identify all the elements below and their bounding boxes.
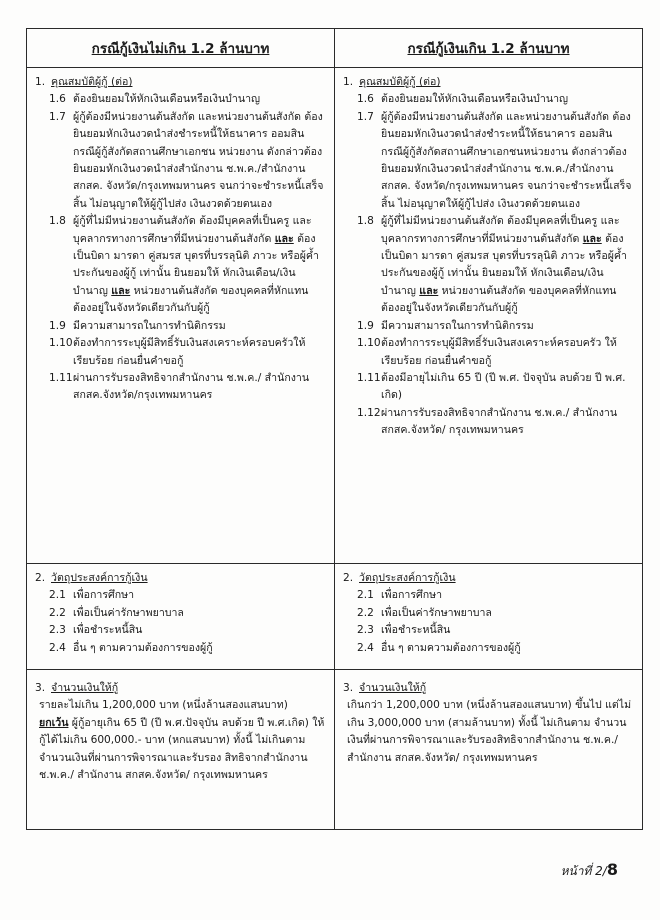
list-item: 1.11 ต้องมีอายุไม่เกิน 65 ปี (ปี พ.ศ. ปัจจุบัน ลบด้วย ปี พ.ศ. เกิด) <box>357 371 626 402</box>
list-item: 2.1 เพื่อการศึกษา <box>357 589 443 602</box>
section-title: จำนวนเงินให้กู้ <box>359 682 427 694</box>
left-section-purpose: 2. วัตถุประสงค์การกู้เงิน 2.1 เพื่อการศึกษา 2.2 เพื่อเป็นค่ารักษาพยาบาล 2.3 เพื่อชำระหนี้สิน 2.4 อื่น ๆ ตามความต้องการของผู้กู้ <box>27 564 334 663</box>
list-item: 1.11 ผ่านการรับรองสิทธิจากสำนักงาน ช.พ.ค./ สำนักงาน สกสค.จังหวัด/กรุงเทพมหานคร <box>49 371 310 402</box>
left-section-qualifications: 1. คุณสมบัติผู้กู้ (ต่อ) 1.6 ต้องยินยอมให้หักเงินเดือนหรือเงินบำนาญ 1.7 ผู้กู้ต้องมีหน่วยงานต้นสังกัด และหน่วยงานต้นสังกัด ต้องยินยอมหักเงินงวดนำส่งชำระหนี้ให้ธนาคาร ออมสิน กรณีผู้กู้สังกัดสถานศึกษาเอกชน หน่วยงาน ดังกล่าวต้องยินยอมหักเงินงวดนำส่งสำนักงาน ช.พ.ค./สำนักงาน สกสค. จังหวัด/กรุงเทพมหานคร จนกว่าจะชำระหนี้เสร็จสิ้น ไม่อนุญาตให้ผู้กู้ไปส่ง เงินงวดด้วยตนเอง 1.8 ผู้กู้ที่ไม่มีหน่วยงานต้นสังกัด ต้องมีบุคคลที่เป็นครู และบุคลากรทางการศึกษาที่มีหน่วยงานต้นสังกัด และ ต้องเป็นบิดา มารดา คู่สมรส บุตรที่บรรลุนิติ ภาวะ หรือผู้ค้ำประกันของผู้กู้ เท่านั้น ยินยอมให้ หักเงินเดือน/เงินบำนาญ และ หน่วยงานต้นสังกัด ของบุคคลที่หักแทนต้องอยู่ในจังหวัดเดียวกันกับผู้กู้ 1.9 มีความสามารถในการทำนิติกรรม 1.10 ต้องทำการระบุผู้มีสิทธิ์รับเงินสงเคราะห์ครอบครัวให้ เรียบร้อย ก่อนยื่นคำขอกู้ 1.11 ผ่านการรับรองสิทธิจากสำนักงาน ช.พ.ค./ สำนักงาน สกสค.จังหวัด/กรุงเทพมหานคร <box>27 68 334 411</box>
list-item: 1.6 ต้องยินยอมให้หักเงินเดือนหรือเงินบำนาญ <box>49 93 261 106</box>
amount-text: เกินกว่า 1,200,000 บาท (หนึ่งล้านสองแสนบาท) ขึ้นไป แต่ไม่เกิน 3,000,000 บาท (สามล้านบาท) ทั้งนี้ ไม่เกินตาม จำนวนเงินที่ผ่านการพิจารณาและรับรองสิทธิจากสำนักงาน ช.พ.ค./ สำนักงาน สกสค.จังหวัด/ กรุงเทพมหานคร <box>347 699 632 764</box>
list-item: 2.1 เพื่อการศึกษา <box>49 589 135 602</box>
amount-exception: ยกเว้น ผู้กู้อายุเกิน 65 ปี (ปี พ.ศ.ปัจจุบัน ลบด้วย ปี พ.ศ.เกิด) ให้กู้ได้ไม่เกิน 600,000.- บาท (หกแสนบาท) ทั้งนี้ ไม่เกินตามจำนวนเงินที่ผ่านการพิจารณาและรับรอง สิทธิจากสำนักงาน ช.พ.ค./ สำนักงาน สกสค.จังหวัด/ กรุงเทพมหานคร <box>39 716 325 782</box>
list-item: 1.7 ผู้กู้ต้องมีหน่วยงานต้นสังกัด และหน่วยงานต้นสังกัด ต้องยินยอมหักเงินงวดนำส่งชำระหนี้ให้ธนาคาร ออมสิน กรณีผู้กู้สังกัดสถานศึกษาเอกชน หน่วยงาน ดังกล่าวต้องยินยอมหักเงินงวดนำส่งสำนักงาน ช.พ.ค./สำนักงาน สกสค. จังหวัด/กรุงเทพมหานคร จนกว่าจะชำระหนี้เสร็จสิ้น ไม่อนุญาตให้ผู้กู้ไปส่ง เงินงวดด้วยตนเอง <box>49 110 324 210</box>
list-item: 1.7 ผู้กู้ต้องมีหน่วยงานต้นสังกัด และหน่วยงานต้นสังกัด ต้องยินยอมหักเงินงวดนำส่งชำระหนี้ให้ธนาคาร ออมสิน กรณีผู้กู้สังกัดสถานศึกษาเอกชนหน่วยงาน ดังกล่าวต้องยินยอมหักเงินงวดนำส่งสำนักงาน ช.พ.ค./สำนักงาน สกสค. จังหวัด/กรุงเทพมหานคร จนกว่าจะชำระหนี้เสร็จสิ้น ไม่อนุญาตให้ผู้กู้ไปส่ง เงินงวดด้วยตนเอง <box>357 110 632 210</box>
right-section-purpose: 2. วัตถุประสงค์การกู้เงิน 2.1 เพื่อการศึกษา 2.2 เพื่อเป็นค่ารักษาพยาบาล 2.3 เพื่อชำระหนี้สิน 2.4 อื่น ๆ ตามความต้องการของผู้กู้ <box>335 564 642 663</box>
page-number: หน้าที่ 2/8 <box>560 860 618 879</box>
left-section-amount: 3. จำนวนเงินให้กู้ รายละไม่เกิน 1,200,000 บาท (หนึ่งล้านสองแสนบาท) ยกเว้น ผู้กู้อายุเกิน 65 ปี (ปี พ.ศ.ปัจจุบัน ลบด้วย ปี พ.ศ.เกิด) ให้กู้ได้ไม่เกิน 600,000.- บาท (หกแสนบาท) ทั้งนี้ ไม่เกินตามจำนวนเงินที่ผ่านการพิจารณาและรับรอง สิทธิจากสำนักงาน ช.พ.ค./ สำนักงาน สกสค.จังหวัด/ กรุงเทพมหานคร <box>27 670 334 790</box>
section-title: จำนวนเงินให้กู้ <box>51 682 119 694</box>
list-item: 2.2 เพื่อเป็นค่ารักษาพยาบาล <box>49 606 184 619</box>
list-item: 1.9 มีความสามารถในการทำนิติกรรม <box>49 319 226 332</box>
section-title: วัตถุประสงค์การกู้เงิน <box>51 572 148 584</box>
list-item: 2.3 เพื่อชำระหนี้สิน <box>49 624 143 637</box>
list-item: 1.12 ผ่านการรับรองสิทธิจากสำนักงาน ช.พ.ค./ สำนักงาน สกสค.จังหวัด/ กรุงเทพมหานคร <box>357 406 618 437</box>
section-title: คุณสมบัติผู้กู้ (ต่อ) <box>51 76 133 88</box>
section-title: วัตถุประสงค์การกู้เงิน <box>359 572 456 584</box>
section-title: คุณสมบัติผู้กู้ (ต่อ) <box>359 76 441 88</box>
right-section-amount: 3. จำนวนเงินให้กู้ เกินกว่า 1,200,000 บาท (หนึ่งล้านสองแสนบาท) ขึ้นไป แต่ไม่เกิน 3,000,000 บาท (สามล้านบาท) ทั้งนี้ ไม่เกินตาม จำนวนเงินที่ผ่านการพิจารณาและรับรองสิทธิจากสำนักงาน ช.พ.ค./ สำนักงาน สกสค.จังหวัด/ กรุงเทพมหานคร <box>335 670 642 773</box>
list-item: 2.4 อื่น ๆ ตามความต้องการของผู้กู้ <box>357 641 521 654</box>
list-item: 1.6 ต้องยินยอมให้หักเงินเดือนหรือเงินบำนาญ <box>357 93 569 106</box>
list-item: 1.8 ผู้กู้ที่ไม่มีหน่วยงานต้นสังกัด ต้องมีบุคคลที่เป็นครู และบุคลากรทางการศึกษาที่มีหน่วยงานต้นสังกัด และ ต้องเป็นบิดา มารดา คู่สมรส บุตรที่บรรลุนิติ ภาวะ หรือผู้ค้ำประกันของผู้กู้ เท่านั้น ยินยอมให้ หักเงินเดือน/เงินบำนาญ และ หน่วยงานต้นสังกัด ของบุคคลที่หักแทนต้องอยู่ในจังหวัดเดียวกันกับผู้กู้ <box>49 215 319 315</box>
header-left: กรณีกู้เงินไม่เกิน 1.2 ล้านบาท <box>27 29 335 68</box>
comparison-table <box>26 28 643 830</box>
list-item: 2.4 อื่น ๆ ตามความต้องการของผู้กู้ <box>49 641 213 654</box>
right-section-qualifications: 1. คุณสมบัติผู้กู้ (ต่อ) 1.6 ต้องยินยอมให้หักเงินเดือนหรือเงินบำนาญ 1.7 ผู้กู้ต้องมีหน่วยงานต้นสังกัด และหน่วยงานต้นสังกัด ต้องยินยอมหักเงินงวดนำส่งชำระหนี้ให้ธนาคาร ออมสิน กรณีผู้กู้สังกัดสถานศึกษาเอกชนหน่วยงาน ดังกล่าวต้องยินยอมหักเงินงวดนำส่งสำนักงาน ช.พ.ค./สำนักงาน สกสค. จังหวัด/กรุงเทพมหานคร จนกว่าจะชำระหนี้เสร็จสิ้น ไม่อนุญาตให้ผู้กู้ไปส่ง เงินงวดด้วยตนเอง 1.8 ผู้กู้ที่ไม่มีหน่วยงานต้นสังกัด ต้องมีบุคคลที่เป็นครู และบุคลากรทางการศึกษาที่มีหน่วยงานต้นสังกัด และ ต้องเป็นบิดา มารดา คู่สมรส บุตรที่บรรลุนิติ ภาวะ หรือผู้ค้ำประกันของผู้กู้ เท่านั้น ยินยอมให้ หักเงินเดือน/เงินบำนาญ และ หน่วยงานต้นสังกัด ของบุคคลที่หักแทนต้องอยู่ในจังหวัดเดียวกันกับผู้กู้ 1.9 มีความสามารถในการทำนิติกรรม 1.10 ต้องทำการระบุผู้มีสิทธิ์รับเงินสงเคราะห์ครอบครัว ให้เรียบร้อย ก่อนยื่นคำขอกู้ 1.11 ต้องมีอายุไม่เกิน 65 ปี (ปี พ.ศ. ปัจจุบัน ลบด้วย ปี พ.ศ. เกิด) 1.12 ผ่านการรับรองสิทธิจากสำนักงาน ช.พ.ค./ สำนักงาน สกสค.จังหวัด/ กรุงเทพมหานคร <box>335 68 642 446</box>
list-item: 2.3 เพื่อชำระหนี้สิน <box>357 624 451 637</box>
list-item: 1.9 มีความสามารถในการทำนิติกรรม <box>357 319 534 332</box>
header-right: กรณีกู้เงินเกิน 1.2 ล้านบาท <box>335 29 643 68</box>
list-item: 2.2 เพื่อเป็นค่ารักษาพยาบาล <box>357 606 492 619</box>
list-item: 1.10 ต้องทำการระบุผู้มีสิทธิ์รับเงินสงเคราะห์ครอบครัว ให้เรียบร้อย ก่อนยื่นคำขอกู้ <box>357 337 617 367</box>
amount-line: รายละไม่เกิน 1,200,000 บาท (หนึ่งล้านสองแสนบาท) <box>39 699 288 712</box>
list-item: 1.10 ต้องทำการระบุผู้มีสิทธิ์รับเงินสงเคราะห์ครอบครัวให้ เรียบร้อย ก่อนยื่นคำขอกู้ <box>49 337 306 367</box>
list-item: 1.8 ผู้กู้ที่ไม่มีหน่วยงานต้นสังกัด ต้องมีบุคคลที่เป็นครู และบุคลากรทางการศึกษาที่มีหน่วยงานต้นสังกัด และ ต้องเป็นบิดา มารดา คู่สมรส บุตรที่บรรลุนิติ ภาวะ หรือผู้ค้ำประกันของผู้กู้ เท่านั้น ยินยอมให้ หักเงินเดือน/เงินบำนาญ และ หน่วยงานต้นสังกัด ของบุคคลที่หักแทนต้องอยู่ในจังหวัดเดียวกันกับผู้กู้ <box>357 215 627 315</box>
